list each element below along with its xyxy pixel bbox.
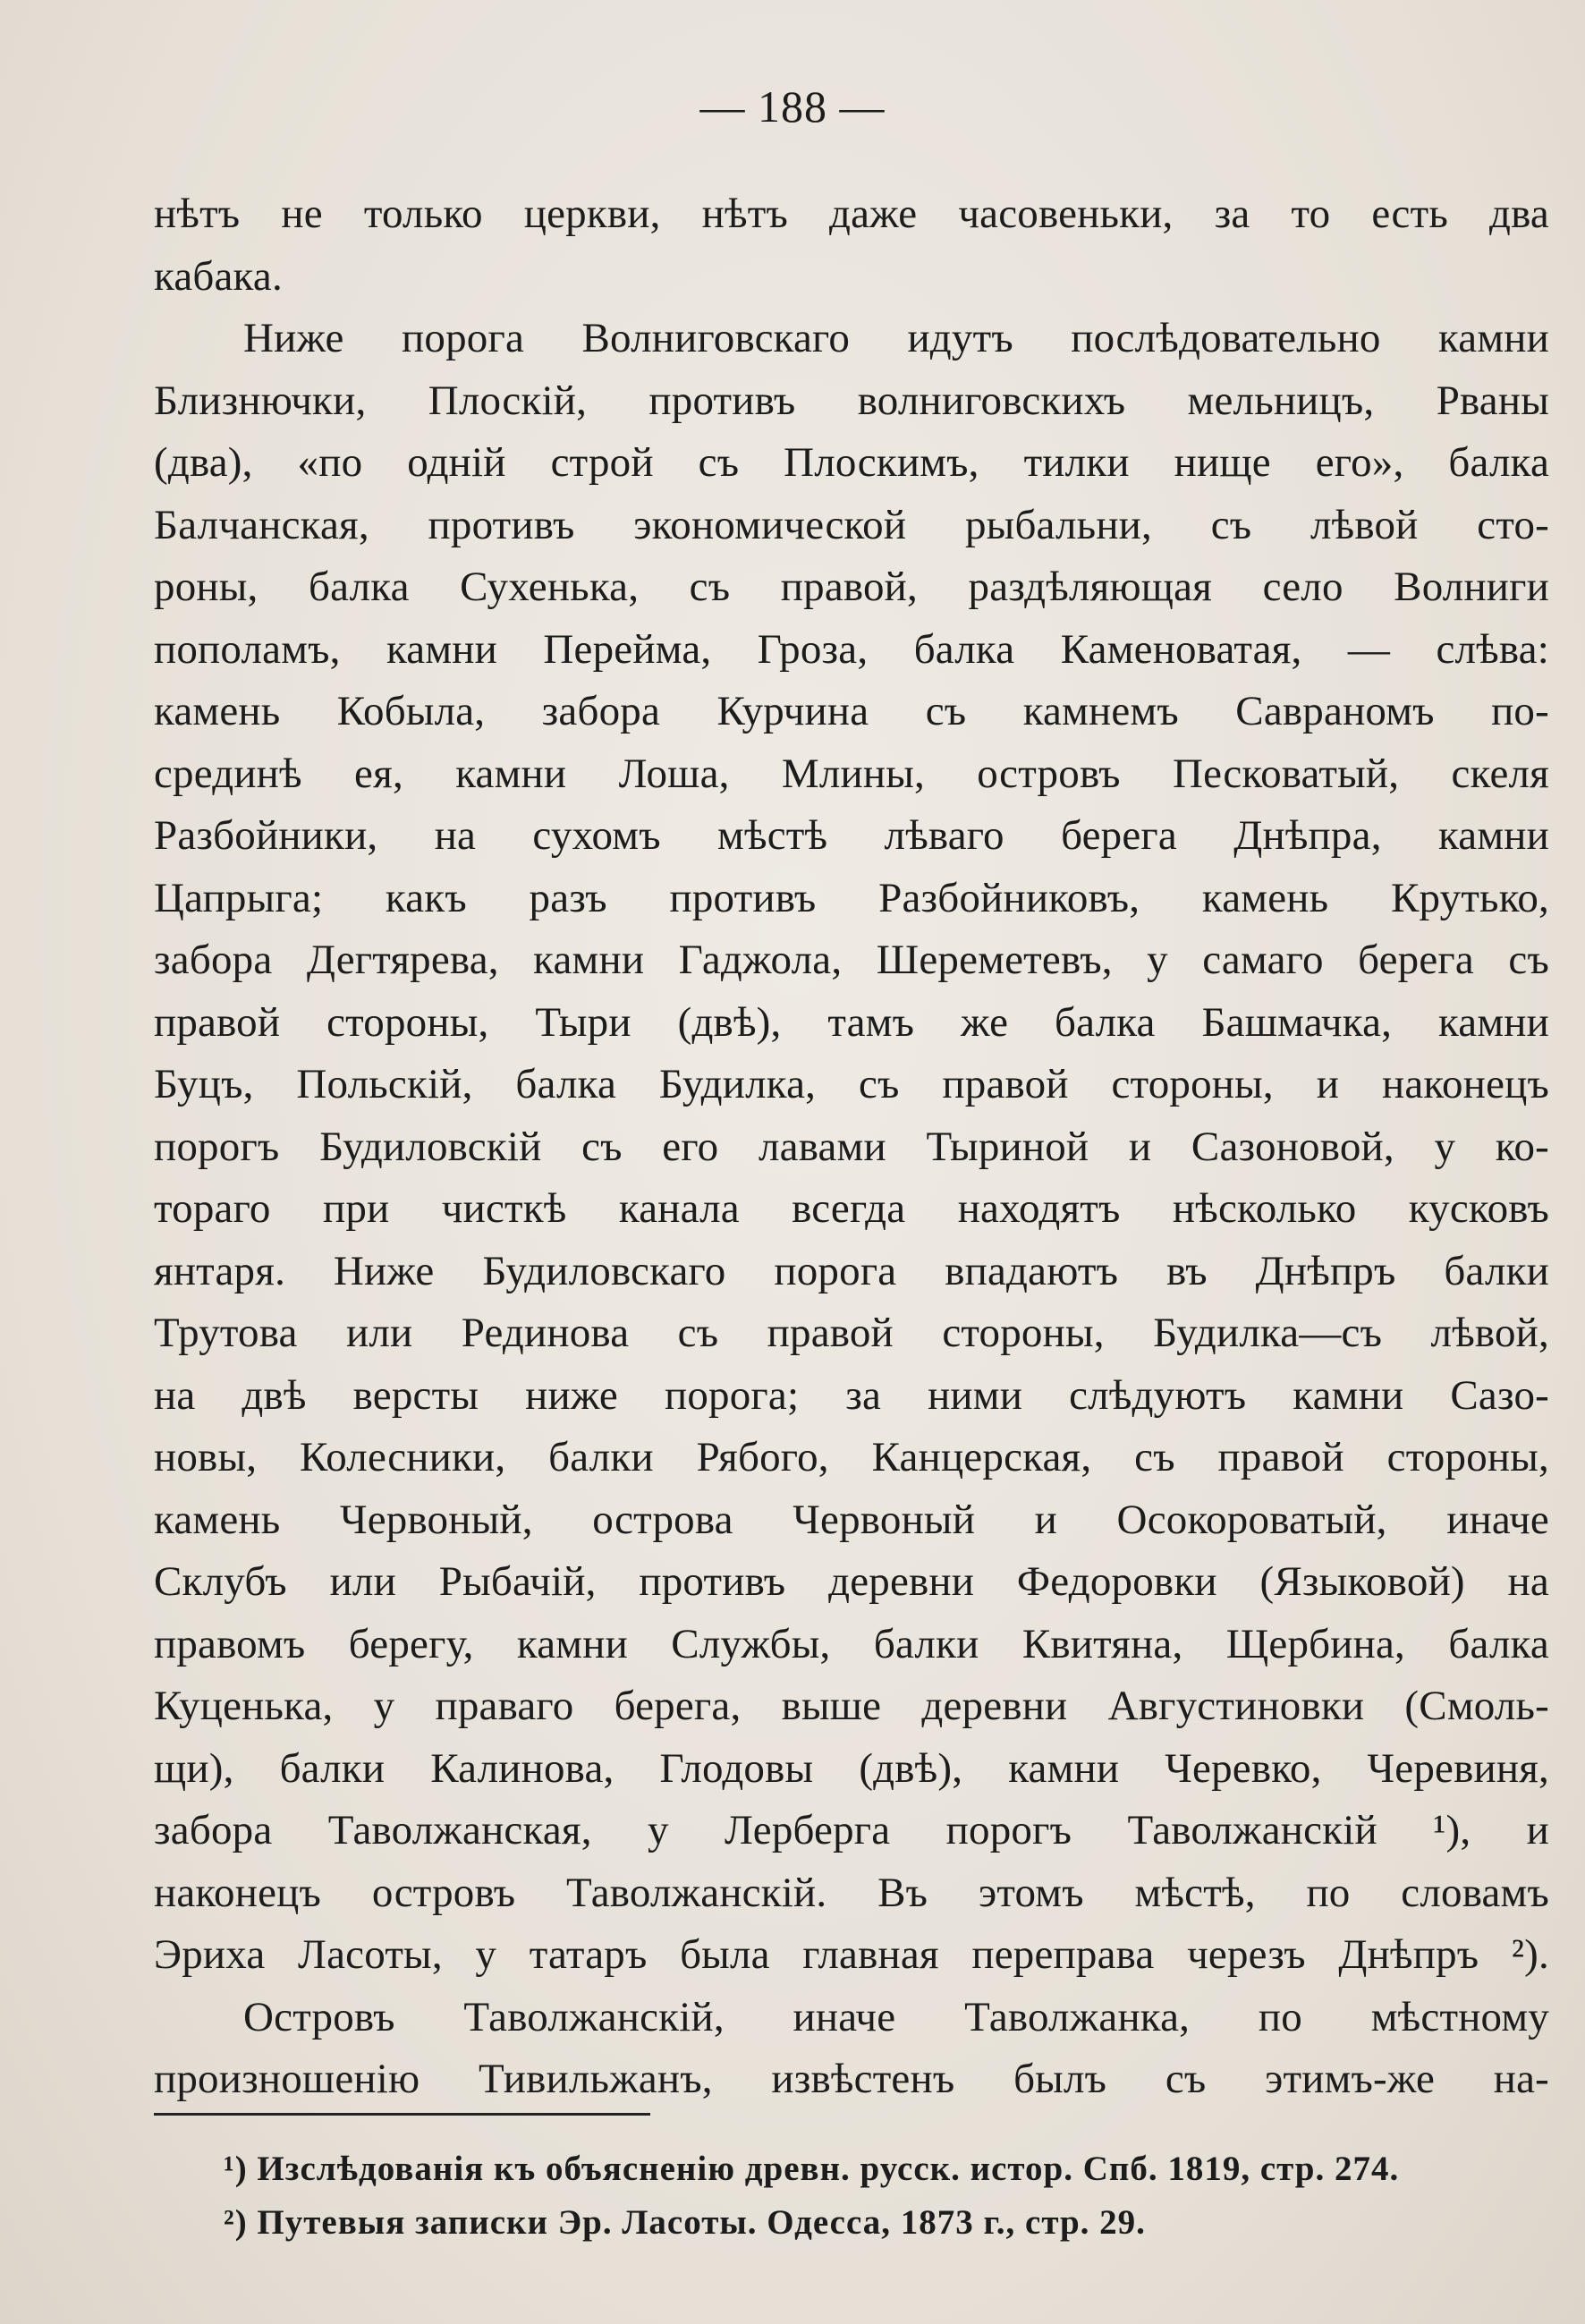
text-line: Балчанская, противъ экономической рыбальни, съ лѣвой сто- — [154, 501, 1549, 548]
text-line: щи), балки Калинова, Глодовы (двѣ), камни Черевко, Черевиня, — [154, 1744, 1549, 1792]
text-line: камень Червоный, острова Червоный и Осокороватый, иначе — [154, 1496, 1549, 1543]
text-line: пополамъ, камни Перейма, Гроза, балка Каменоватая, — слѣва: — [154, 625, 1549, 673]
text-line: Близнючки, Плоскій, противъ волниговскихъ мельницъ, Рваны — [154, 377, 1549, 424]
text-line: Буцъ, Польскій, балка Будилка, съ правой стороны, и наконецъ — [154, 1061, 1549, 1107]
text-line: тораго при чисткѣ канала всегда находятъ нѣсколько кусковъ — [154, 1185, 1549, 1232]
text-line: правомъ берегу, камни Службы, балки Квитяна, Щербина, балка — [154, 1620, 1549, 1667]
text-line: Ниже порога Волниговскаго идутъ послѣдовательно камни — [243, 315, 1549, 361]
text-line: новы, Колесники, балки Рябого, Канцерская, съ правой стороны, — [154, 1434, 1549, 1480]
text-line: наконецъ островъ Таволжанскій. Въ этомъ мѣстѣ, по словамъ — [154, 1869, 1549, 1916]
text-line: Разбойники, на сухомъ мѣстѣ лѣваго берега Днѣпра, камни — [154, 812, 1549, 859]
text-line: срединѣ ея, камни Лоша, Млины, островъ Песковатый, скеля — [154, 750, 1549, 797]
text-line: Эриха Ласоты, у татаръ была главная переправа черезъ Днѣпръ ²). — [154, 1931, 1549, 1978]
text-line: камень Кобыла, забора Курчина съ камнемъ Савраномъ по- — [154, 688, 1549, 734]
text-line: Островъ Таволжанскій, иначе Таволжанка, по мѣстному — [243, 1993, 1549, 2040]
footnote-1: ¹) Изслѣдованія къ объясненію древн. русск. истор. Спб. 1819, стр. 274. — [224, 2150, 1400, 2188]
text-line: забора Таволжанская, у Лерберга порогъ Таволжанскій ¹), и — [154, 1807, 1549, 1853]
footnote-2: ²) Путевыя записки Эр. Ласоты. Одесса, 1873 г., стр. 29. — [224, 2203, 1146, 2242]
text-line: кабака. — [154, 252, 283, 300]
footnotes — [224, 2142, 1530, 2250]
page-number: — 188 — — [699, 81, 886, 131]
text-line: правой стороны, Тыри (двѣ), тамъ же балка Башмачка, камни — [154, 998, 1549, 1046]
text-line: нѣтъ не только церкви, нѣтъ даже часовеньки, за то есть два — [154, 191, 1549, 237]
text-line: на двѣ версты ниже порога; за ними слѣдуютъ камни Сазо- — [154, 1371, 1549, 1419]
text-line: Трутова или Рединова съ правой стороны, Будилка—съ лѣвой, — [154, 1310, 1549, 1356]
text-line: Склубъ или Рыбачій, противъ деревни Федоровки (Языковой) на — [154, 1558, 1549, 1605]
text-line: янтаря. Ниже Будиловскаго порога впадаютъ въ Днѣпръ балки — [154, 1247, 1549, 1294]
text-line: роны, балка Сухенька, съ правой, раздѣляющая село Волниги — [154, 564, 1549, 610]
text-line: (два), «по одній строй съ Плоскимъ, тилки нище его», балка — [154, 439, 1549, 486]
text-line: произношенію Тивильжанъ, извѣстенъ былъ съ этимъ-же на- — [154, 2056, 1549, 2102]
footnote-divider — [154, 2113, 650, 2116]
main-text — [154, 183, 1549, 2111]
text-line: Куценька, у праваго берега, выше деревни Августиновки (Смоль- — [154, 1683, 1549, 1729]
text-line: порогъ Будиловскій съ его лавами Тыриной и Сазоновой, у ко- — [154, 1123, 1549, 1170]
text-line: Цапрыга; какъ разъ противъ Разбойниковъ, камень Крутько, — [154, 874, 1549, 921]
text-line: забора Дегтярева, камни Гаджола, Шереметевъ, у самаго берега съ — [154, 937, 1549, 983]
